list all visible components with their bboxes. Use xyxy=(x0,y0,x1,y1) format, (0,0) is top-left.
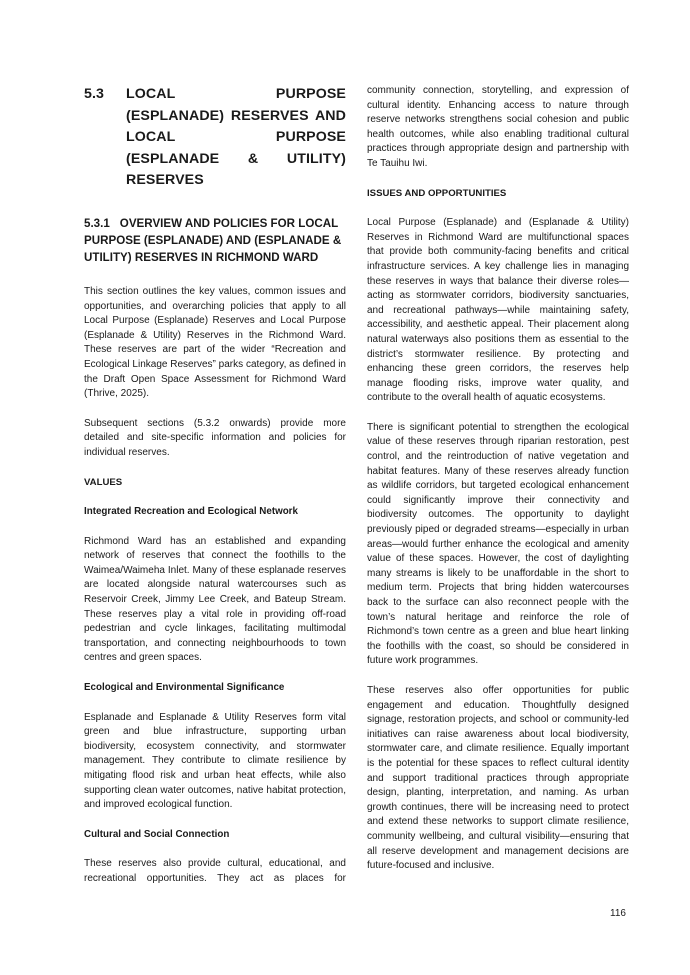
left-column xyxy=(84,0,346,887)
subsection-title: OVERVIEW AND POLICIES FOR LOCAL PURPOSE (ESPLANADE) AND (ESPLANADE & UTILITY) RESERVES IN RICHMOND WARD xyxy=(84,216,342,264)
subsection-number: 5.3.1 xyxy=(84,216,110,230)
value-title: Cultural and Social Connection xyxy=(84,828,230,840)
value-text: These reserves also provide cultural, educational, and recreational opportunities. They act as places for xyxy=(84,858,346,884)
value-title: Ecological and Environmental Significance xyxy=(84,682,285,694)
value-text: Esplanade and Esplanade & Utility Reserves form vital green and blue infrastructure, supporting urban biodiversity, ecosystem connectivity, and stormwater management. They contribute to climate resilience by mitigating flood risk and urban heat effects, while also supporting clean water outcomes, native habitat protection, and improved ecological function. xyxy=(84,711,346,811)
intro-paragraph: Subsequent sections (5.3.2 onwards) provide more detailed and site-specific information and policies for individual reserves. xyxy=(84,417,346,458)
value-text-continued: community connection, storytelling, and expression of cultural identity. Enhancing access to nature through reserve networks strengthens social cohesion and public health outcomes, while also enabling traditional cultural practices through appropriate design and partnership with Te Tauihu Iwi. xyxy=(367,85,629,169)
value-text: Richmond Ward has an established and expanding network of reserves that connect the foothills to the Waimea/Waimeha Inlet. Many of these esplanade reserves are located alongside natural watercourses such as Reservoir Creek, Jimmy Lee Creek, and Bateup Stream. These reserves play a vital role in providing off-road pedestrian and cycle linkages, facilitating multimodal transportation, and connecting neighbourhoods to town centres and green spaces. xyxy=(84,535,346,664)
intro-paragraph: This section outlines the key values, common issues and opportunities, and overarching policies that apply to all Local Purpose (Esplanade) Reserves and Local Purpose (Esplanade & Utility) Reserves in the Richmond Ward. These reserves are part of the wider “Recreation and Ecological Linkage Reserves” parks category, as defined in the Draft Open Space Assessment for Richmond Ward (Thrive, 2025). xyxy=(84,285,346,400)
right-column-spacer xyxy=(367,172,629,187)
value-title: Integrated Recreation and Ecological Network xyxy=(84,506,298,518)
page-number: 116 xyxy=(610,908,626,919)
issues-paragraph: Local Purpose (Esplanade) and (Esplanade & Utility) Reserves in Richmond Ward are multifunctional spaces that provide both community-facing benefits and critical infrastructure services. A key challenge lies in managing these reserves in ways that balance their diverse roles—acting as stormwater corridors, biodiversity sanctuaries, and recreational pathways—while maintaining safety, accessibility, and aesthetic appeal. Their placement along natural waterways also positions them as essential to the district’s stormwater resilience. By protecting and enhancing these green corridors, the reserves help manage flooding risks, improve water quality, and contribute to the overall health of aquatic ecosystems. xyxy=(367,217,629,404)
right-column xyxy=(367,0,629,874)
issues-paragraph: These reserves also offer opportunities for public engagement and education. Thoughtfully designed signage, restoration projects, and school or community-led initiatives can raise awareness about local biodiversity, stormwater care, and climate resilience. Equally important is the potential for these spaces to reflect cultural identity and support traditional practices through appropriate design, planting, interpretation, and naming. As urban growth continues, there will be increasing need to protect and extend these networks to support climate resilience, community wellbeing, and cultural visibility—ensuring that all reserve development and management decisions are future-focused and inclusive. xyxy=(367,684,629,872)
section-number: 5.3 xyxy=(84,86,105,102)
issues-heading-visible: ISSUES AND OPPORTUNITIES xyxy=(367,187,507,199)
issues-paragraph: There is significant potential to strengthen the ecological value of these reserves through riparian restoration, pest control, and the reintroduction of native vegetation and habitat features. Many of these reserves already function as wildlife corridors, but targeted ecological enhancement could significantly improve their connectivity and biodiversity outcomes. The opportunity to daylight previously piped or degraded streams—especially in urban areas—would further enhance the ecological and amenity value of these spaces. However, the cost of daylighting many streams is likely to be unaffordable in the short to medium term. Projects that bring hidden watercourses back to the surface can also reconnect people with the town’s natural heritage and reinforce the role of Richmond’s town centre as a green and blue heart linking the foothills with the coast, so should be considered in future work programmes. xyxy=(367,421,629,667)
section-heading xyxy=(84,84,346,192)
values-heading: VALUES xyxy=(84,476,123,488)
section-title: LOCAL PURPOSE (ESPLANADE) RESERVES AND LOCAL PURPOSE (ESPLANADE & UTILITY) RESERVES xyxy=(126,86,346,189)
subsection-heading xyxy=(84,215,346,266)
